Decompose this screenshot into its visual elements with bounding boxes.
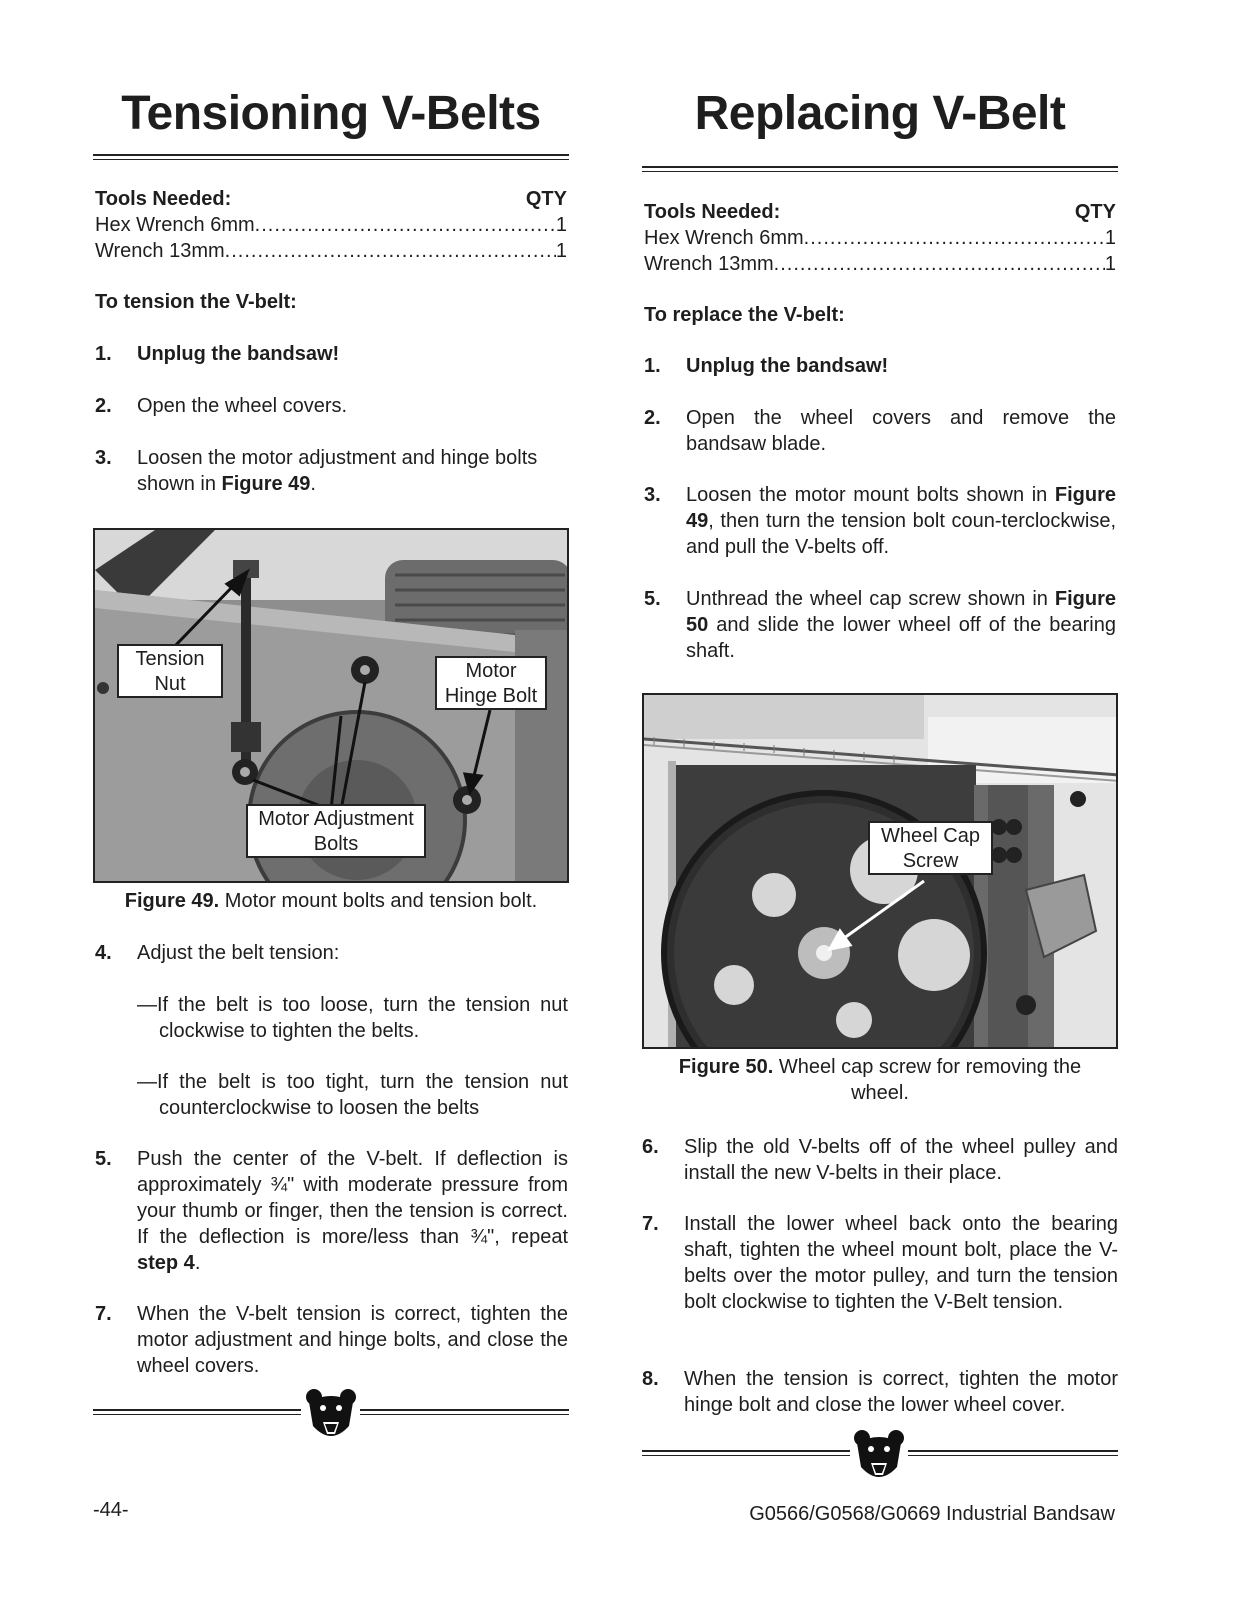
figure-label: Figure 49. — [124, 890, 220, 912]
step-text — [686, 586, 1116, 664]
step-text — [137, 1146, 568, 1276]
step-text: Install the lower wheel back onto the bearing shaft, tighten the wheel mount bolt, place the V-belts over the motor pulley, and turn the tension bolt clockwise to tighten the V-Belt tension. — [684, 1213, 1118, 1313]
figure-49-photo — [93, 528, 569, 883]
step-text-part: . — [310, 473, 316, 495]
tool-name: Wrench 13mm — [644, 253, 774, 275]
procedure-heading-left: To tension the V-belt: — [95, 291, 297, 313]
tool-name: Hex Wrench 6mm — [644, 227, 804, 249]
step-number: 5. — [644, 588, 661, 610]
step-item — [95, 341, 568, 367]
figure-caption-text: Wheel cap screw for removing the wheel. — [773, 1056, 1082, 1104]
step-text-part: and slide the lower wheel off of the bearing shaft. — [686, 614, 1116, 662]
tool-row — [95, 238, 567, 264]
step-number: 4. — [95, 942, 112, 964]
callout-line: Motor Adjustment — [258, 808, 414, 830]
step-item — [642, 1211, 1118, 1315]
step-item — [644, 405, 1116, 457]
figure-50-photo — [642, 693, 1118, 1049]
callout-line: Nut — [154, 673, 186, 695]
callout-tension-nut — [117, 644, 223, 698]
step-text-part: , then turn the tension bolt coun-terclockwise, and pull the V-belts off. — [686, 510, 1116, 558]
step-text: When the V-belt tension is correct, tighten the motor adjustment and hinge bolts, and close the wheel covers. — [137, 1303, 568, 1377]
step-item — [95, 445, 568, 497]
step-text: Unplug the bandsaw! — [137, 343, 340, 365]
title-rule-right — [642, 166, 1118, 172]
step-reference: step 4 — [137, 1252, 195, 1274]
section-divider-left-a — [93, 1409, 301, 1415]
step-item — [642, 1134, 1118, 1186]
tools-table-left — [95, 186, 567, 264]
substep-line: counterclockwise to loosen the belts — [159, 1097, 480, 1119]
substep-line: —If the belt is too loose, turn the tension nut — [137, 994, 568, 1016]
tools-header-row — [644, 199, 1116, 225]
manual-model-footer: G0566/G0568/G0669 Industrial Bandsaw — [749, 1503, 1115, 1525]
qty-label: QTY — [1074, 201, 1116, 223]
step-text-part: . — [194, 1252, 201, 1274]
tools-header-row — [95, 186, 567, 212]
step-text-part: Push the center of the V-belt. If deflection is approximately ¾" with moderate pressure from your thumb or finger, then the tension is correct. If the deflection is more/less than ¾", repeat — [137, 1148, 568, 1248]
step-number: 1. — [644, 355, 661, 377]
step-text: When the tension is correct, tighten the motor hinge bolt and close the lower wheel cover. — [684, 1368, 1118, 1416]
figure-reference: Figure 49 — [686, 484, 1116, 532]
callout-line: Wheel Cap — [881, 825, 980, 847]
tool-row — [644, 225, 1116, 251]
tools-needed-label: Tools Needed: — [644, 201, 781, 223]
step-text: Adjust the belt tension: — [137, 942, 340, 964]
callout-motor-adjustment-bolts — [246, 804, 426, 858]
step-number: 7. — [642, 1213, 659, 1235]
step-number: 5. — [95, 1148, 112, 1170]
step-item — [644, 482, 1116, 560]
callout-line: Hinge Bolt — [444, 685, 538, 707]
step-number: 3. — [95, 447, 112, 469]
step-text-part: Loosen the motor mount bolts shown in — [686, 484, 1055, 506]
substep-loose — [137, 992, 568, 1044]
figure-reference: Figure 49 — [221, 473, 311, 495]
figure-label: Figure 50. — [678, 1056, 774, 1078]
figure-caption-text: Motor mount bolts and tension bolt. — [219, 890, 538, 912]
substep-line: clockwise to tighten the belts. — [159, 1020, 420, 1042]
title-rule-left — [93, 154, 569, 160]
step-number: 6. — [642, 1136, 659, 1158]
tool-row — [95, 212, 567, 238]
callout-line: Screw — [902, 850, 959, 872]
figure-50-caption — [652, 1054, 1108, 1106]
step-item — [644, 353, 1116, 379]
step-item — [95, 940, 568, 966]
tool-qty: 1 — [1104, 227, 1116, 249]
tool-qty: 1 — [1104, 253, 1116, 275]
bear-logo-icon — [853, 1429, 905, 1485]
tool-name: Wrench 13mm — [95, 240, 225, 262]
callout-line: Bolts — [313, 833, 359, 855]
section-divider-right-a — [642, 1450, 850, 1456]
step-text: Open the wheel covers and remove the bandsaw blade. — [686, 407, 1116, 455]
bear-logo-icon — [305, 1388, 357, 1444]
step-item — [644, 586, 1116, 664]
page-title-left: Tensioning V-Belts — [121, 87, 541, 140]
substep-tight — [137, 1069, 568, 1121]
step-number: 3. — [644, 484, 661, 506]
page-title-right: Replacing V-Belt — [694, 87, 1066, 140]
step-text-part: Loosen the motor adjustment and hinge bolts shown in — [137, 447, 538, 495]
tools-table-right — [644, 199, 1116, 277]
step-item — [642, 1366, 1118, 1418]
step-text: Unplug the bandsaw! — [686, 355, 889, 377]
substep-line: —If the belt is too tight, turn the tension nut — [137, 1071, 568, 1093]
step-number: 2. — [644, 407, 661, 429]
callout-line: Tension — [135, 648, 205, 670]
figure-49-caption — [93, 888, 569, 914]
callout-wheel-cap-screw — [868, 821, 993, 875]
step-text: Open the wheel covers. — [137, 395, 348, 417]
tool-qty: 1 — [555, 240, 567, 262]
figure-reference: Figure 50 — [686, 588, 1116, 636]
step-number: 2. — [95, 395, 112, 417]
step-text: Slip the old V-belts off of the wheel pulley and install the new V-belts in their place. — [684, 1136, 1118, 1184]
step-item — [95, 1301, 568, 1379]
tool-row — [644, 251, 1116, 277]
procedure-heading-right: To replace the V-belt: — [644, 304, 845, 326]
section-divider-right-b — [908, 1450, 1118, 1456]
step-item — [95, 393, 568, 419]
step-text-part: Unthread the wheel cap screw shown in — [686, 588, 1055, 610]
step-number: 8. — [642, 1368, 659, 1390]
step-text — [686, 482, 1116, 560]
step-number: 1. — [95, 343, 112, 365]
qty-label: QTY — [525, 188, 567, 210]
tools-needed-label: Tools Needed: — [95, 188, 232, 210]
step-item — [95, 1146, 568, 1276]
tool-qty: 1 — [555, 214, 567, 236]
callout-motor-hinge-bolt — [435, 656, 547, 710]
callout-line: Motor — [465, 660, 517, 682]
page-number: -44- — [93, 1499, 129, 1521]
tool-name: Hex Wrench 6mm — [95, 214, 255, 236]
step-text — [137, 445, 568, 497]
step-number: 7. — [95, 1303, 112, 1325]
section-divider-left-b — [360, 1409, 569, 1415]
